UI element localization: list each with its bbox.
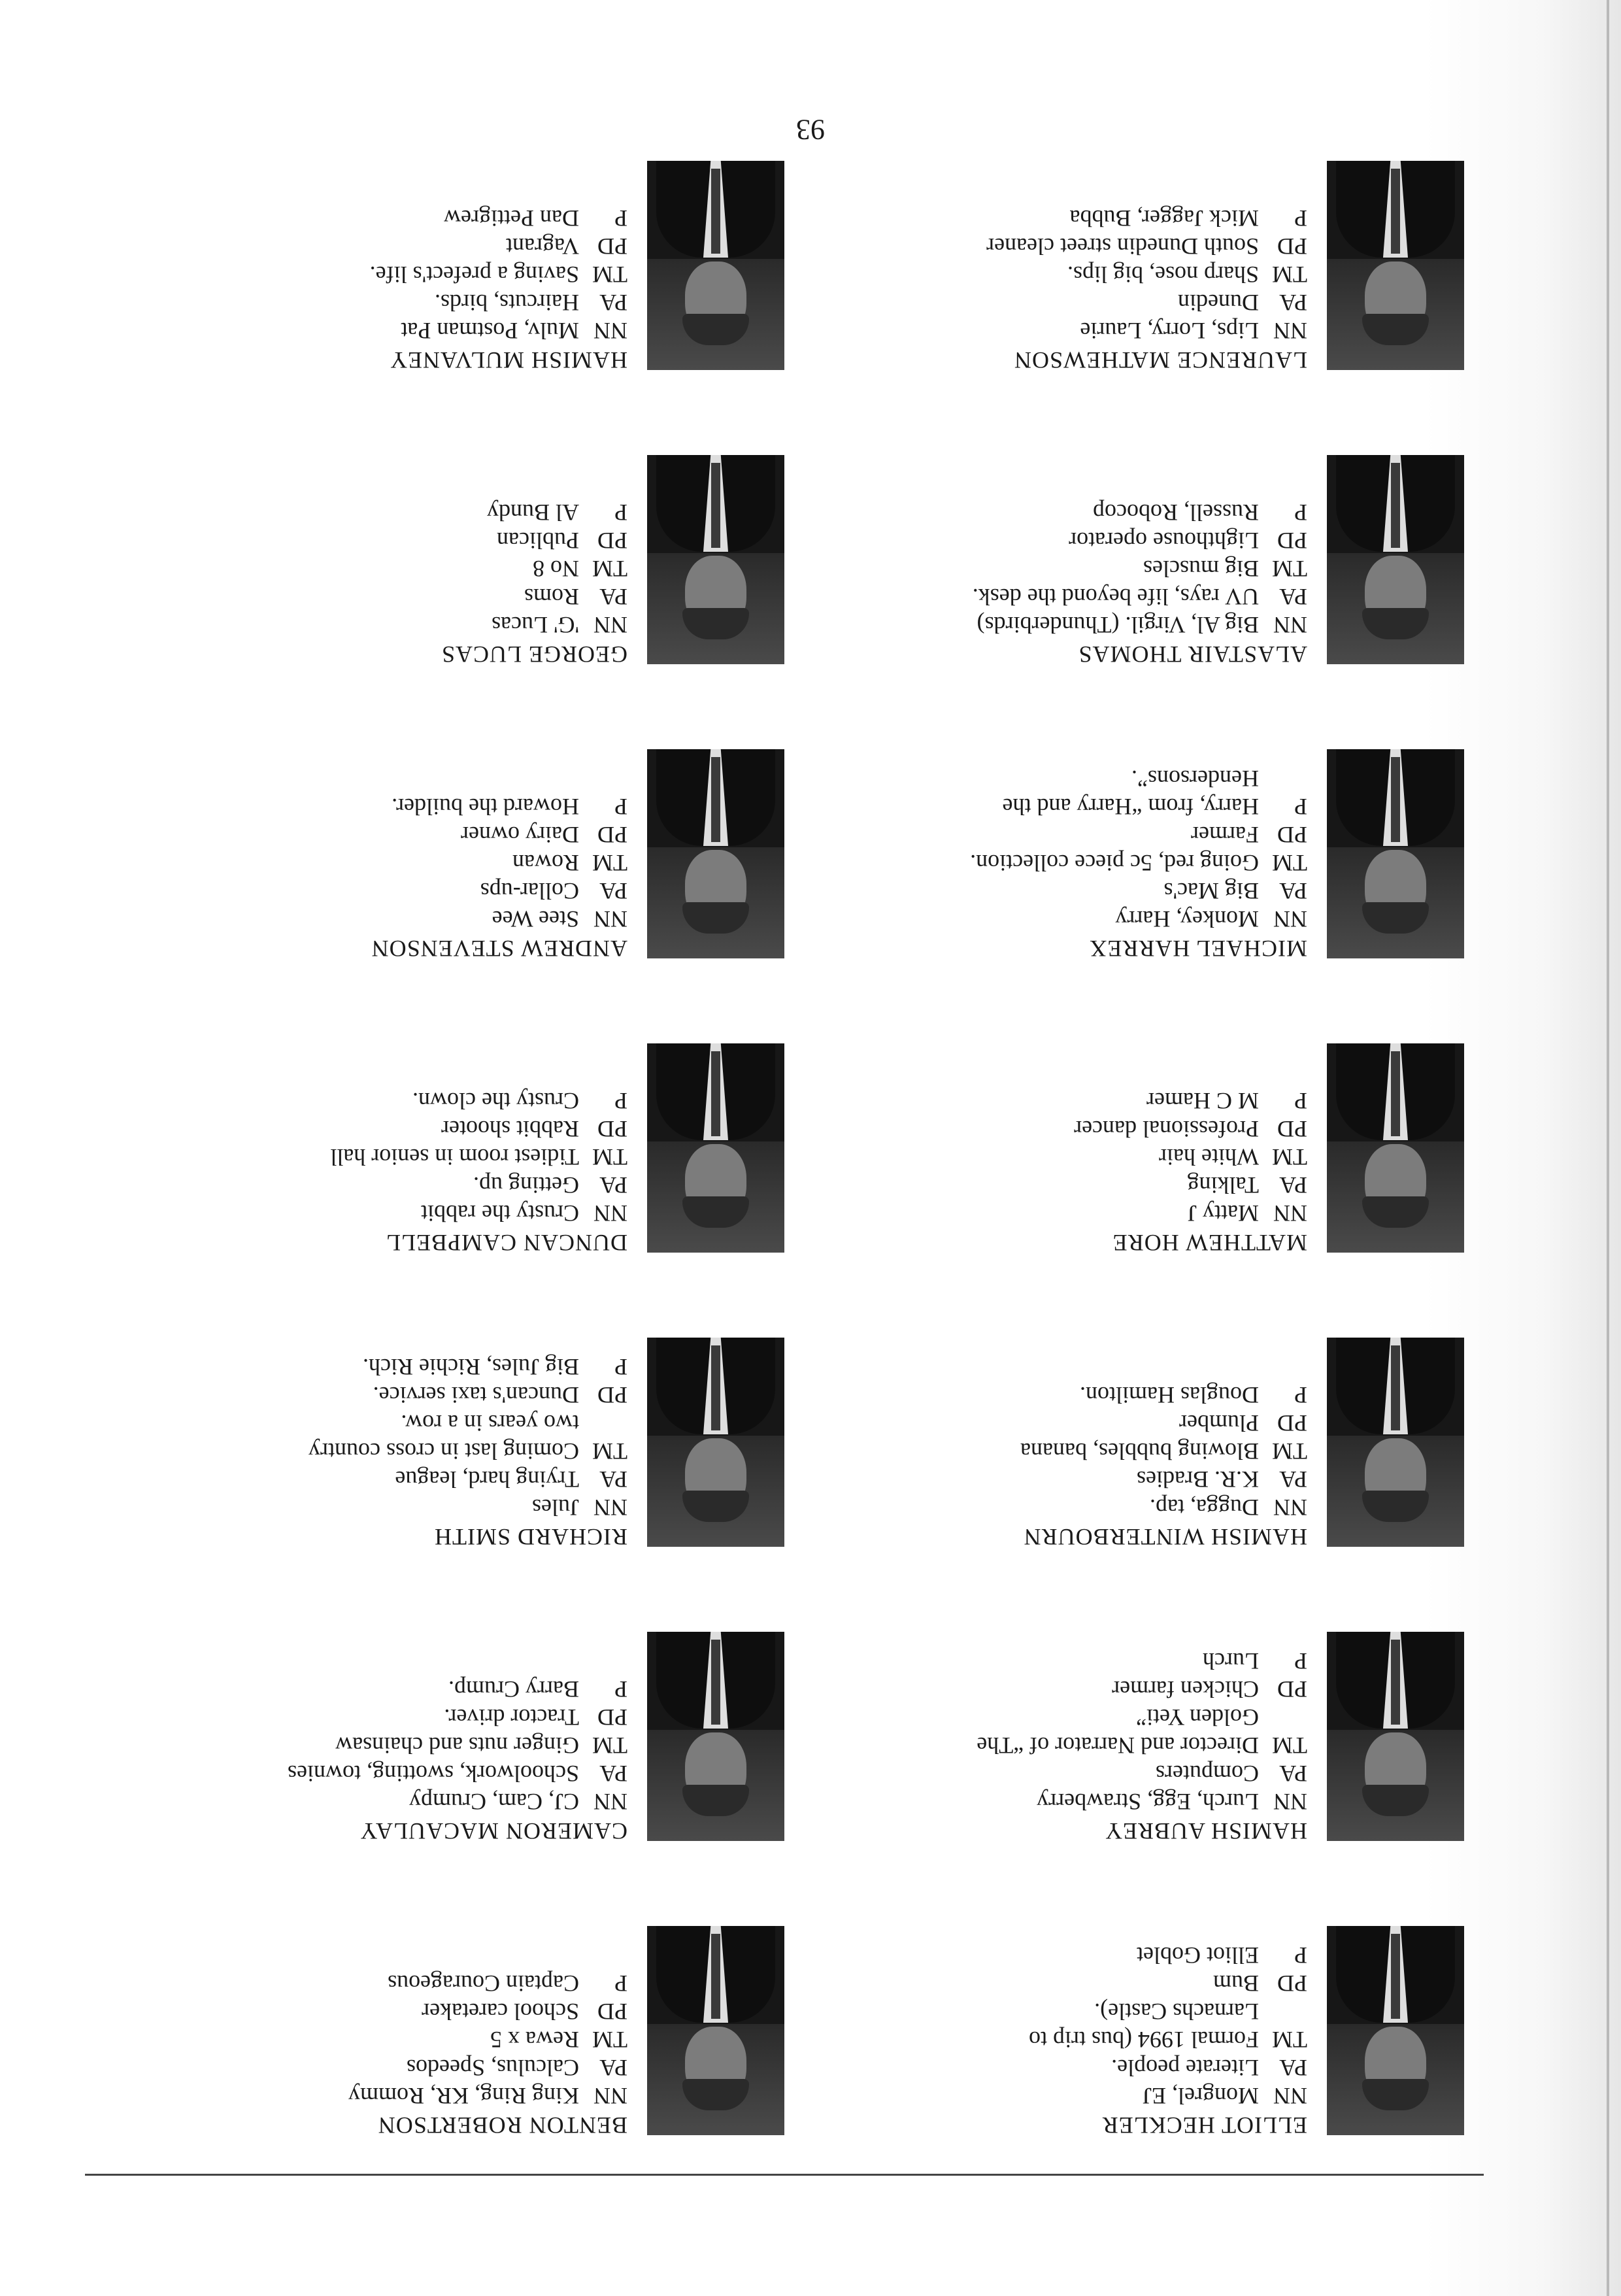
student-photo: [1327, 1043, 1464, 1253]
trademark-row: TM Rewa x 5: [490, 2027, 627, 2053]
student-name: ALASTAIR THOMAS: [1078, 641, 1307, 667]
student-name: HAMISH MULVANEY: [389, 347, 627, 373]
student-photo: [1327, 455, 1464, 664]
student-name: MICHAEL HARREX: [1089, 936, 1307, 962]
nickname-row: NN Stee Wee: [492, 906, 627, 932]
student-entry: [817, 394, 1471, 668]
student-entry: [817, 688, 1471, 962]
header-rule: [85, 2174, 1484, 2176]
student-details: [824, 1381, 1307, 1551]
personality-row: P Mick Jagger, Bubba: [1069, 205, 1307, 231]
student-entry: [137, 394, 791, 668]
student-name: ANDREW STEVENSON: [371, 936, 627, 962]
student-photo: [647, 749, 784, 958]
student-details: [824, 1647, 1307, 1845]
student-details: [144, 498, 627, 668]
student-name: ELLIOT HECKLER: [1101, 2112, 1307, 2138]
probable-destiny-row: PD Lighthouse operator: [1069, 528, 1307, 554]
student-details: [144, 1969, 627, 2139]
binding-edge: [1607, 0, 1609, 2296]
student-photo: [1327, 749, 1464, 958]
nickname-row: NN Lurch, Egg, Strawberry: [1037, 1789, 1307, 1815]
trademark-row: TM Blowing bubbles, banana: [1020, 1438, 1307, 1464]
pet-aversion-row: PA Roms: [524, 584, 627, 610]
student-entry: [817, 99, 1471, 374]
probable-destiny-row: PD Duncan's taxi service.: [373, 1382, 627, 1408]
pet-aversion-row: PA UV rays, life beyond the desk.: [972, 584, 1307, 610]
student-entry: [137, 1865, 791, 2139]
student-entry: [137, 1570, 791, 1845]
probable-destiny-row: PD Professional dancer: [1074, 1116, 1307, 1142]
student-entry: [817, 1865, 1471, 2139]
student-name: HAMISH AUBREY: [1104, 1818, 1307, 1844]
student-photo: [1327, 1338, 1464, 1547]
personality-row: P M C Hamer: [1146, 1088, 1307, 1114]
personality-row: P Big Jules, Richie Rich.: [363, 1354, 627, 1380]
probable-destiny-row: PD Bum: [1212, 1970, 1307, 1997]
student-entry: [817, 1276, 1471, 1551]
student-details: [144, 1087, 627, 1257]
student-entry: [817, 1570, 1471, 1845]
nickname-row: NN Mulv, Postman Pat: [401, 318, 627, 344]
nickname-row: NN Lips, Lorry, Laurie: [1080, 318, 1307, 344]
student-photo: [647, 455, 784, 664]
personality-row: P Al Bundy: [486, 499, 627, 526]
student-name: RICHARD SMITH: [433, 1524, 627, 1550]
personality-row: P Elliot Goblet: [1137, 1942, 1307, 1968]
student-name: BENTON ROBERTSON: [377, 2112, 627, 2138]
student-name: MATTHEW HORE: [1112, 1230, 1307, 1256]
pet-aversion-row: PA Literate people.: [1111, 2055, 1307, 2081]
personality-row: P Dan Pettigrew: [444, 205, 627, 231]
probable-destiny-row: PD Publican: [497, 528, 627, 554]
student-details: [144, 204, 627, 374]
student-photo: [647, 1043, 784, 1253]
personality-row: P Lurch: [1203, 1648, 1307, 1674]
student-photo: [647, 161, 784, 370]
trademark-row: TM Rowan: [512, 850, 627, 876]
student-details: [144, 1675, 627, 1845]
student-details: [824, 498, 1307, 668]
trademark-row: TM Sharp nose, big lips.: [1067, 262, 1307, 288]
student-photo: [647, 1338, 784, 1547]
student-details: [824, 1087, 1307, 1257]
student-entry: [817, 982, 1471, 1257]
pet-aversion-row: PA K.R. Bradies: [1137, 1466, 1307, 1493]
nickname-row: NN Crusty the rabbit: [421, 1200, 627, 1226]
pet-aversion-row: PA Dunedin: [1178, 290, 1307, 316]
pet-aversion-row: PA Talking: [1187, 1172, 1307, 1198]
student-photo: [647, 1632, 784, 1841]
trademark-row: TM Ginger nuts and chainsaw: [335, 1732, 627, 1759]
personality-row: P Harry, from “Harry and the Hendersons”.: [1002, 766, 1307, 820]
student-details: [824, 764, 1307, 962]
nickname-row: NN Matty J: [1187, 1200, 1307, 1226]
pet-aversion-row: PA Getting up.: [473, 1172, 627, 1198]
student-photo: [1327, 1926, 1464, 2135]
pet-aversion-row: PA Calculus, Speedos: [407, 2055, 627, 2081]
probable-destiny-row: PD School caretaker: [422, 1999, 627, 2025]
probable-destiny-row: PD Farmer: [1191, 822, 1307, 848]
pet-aversion-row: PA Schoolwork, swotting, townies: [288, 1761, 627, 1787]
personality-row: P Russell, Robocop: [1092, 499, 1307, 526]
student-entry: [137, 1276, 791, 1551]
student-details: [824, 204, 1307, 374]
trademark-row: TM Formal 1994 (bus trip to Larnachs Castle).: [1029, 1999, 1307, 2053]
page-number: 93: [796, 114, 825, 146]
personality-row: P Captain Courageous: [388, 1970, 627, 1997]
student-details: [144, 792, 627, 962]
trademark-row: TM Saving a prefect's life.: [369, 262, 627, 288]
pet-aversion-row: PA Trying hard, league: [395, 1466, 627, 1493]
student-entry: [137, 99, 791, 374]
student-name: DUNCAN CAMPBELL: [385, 1230, 627, 1256]
nickname-row: NN CJ, Cam, Crumpy: [409, 1789, 627, 1815]
trademark-row: TM Going red, 5c piece collection.: [970, 850, 1307, 876]
student-name: HAMISH WINTERBOURN: [1023, 1524, 1307, 1550]
pet-aversion-row: PA Haircuts, birds.: [435, 290, 627, 316]
student-photo: [1327, 161, 1464, 370]
trademark-row: TM White hair: [1159, 1144, 1307, 1170]
nickname-row: NN Dugga, tap.: [1150, 1494, 1307, 1521]
probable-destiny-row: PD South Dunedin street cleaner: [986, 233, 1307, 260]
personality-row: P Douglas Hamilton.: [1080, 1382, 1307, 1408]
trademark-row: TM Tidiest room in senior hall: [330, 1144, 627, 1170]
trademark-row: TM Director and Narrator of “The Golden Yeti”: [977, 1704, 1307, 1759]
student-name: LAURENCE MATHEWSON: [1014, 347, 1307, 373]
student-photo: [647, 1926, 784, 2135]
nickname-row: NN Monkey, Harry: [1115, 906, 1307, 932]
pet-aversion-row: PA Big Mac's: [1163, 878, 1307, 904]
probable-destiny-row: PD Plumber: [1179, 1410, 1307, 1436]
pet-aversion-row: PA Computers: [1156, 1761, 1307, 1787]
student-name: CAMERON MACAULAY: [359, 1818, 627, 1844]
pet-aversion-row: PA Collar-ups: [480, 878, 627, 904]
nickname-row: NN King Ring, KR, Rommy: [348, 2083, 627, 2109]
student-details: [824, 1941, 1307, 2139]
probable-destiny-row: PD Tractor driver.: [444, 1704, 627, 1730]
nickname-row: NN Jules: [532, 1494, 627, 1521]
student-entry: [137, 982, 791, 1257]
nickname-row: NN Big Al, Virgil. (Thunderbirds): [977, 612, 1307, 638]
probable-destiny-row: PD Rabbit shooter: [441, 1116, 627, 1142]
trademark-row: TM Big muscles: [1143, 556, 1307, 582]
probable-destiny-row: PD Vagrant: [506, 233, 627, 260]
personality-row: P Howard the builder.: [392, 794, 627, 820]
trademark-row: TM Coming last in cross country two years in a row.: [309, 1410, 627, 1464]
nickname-row: NN 'G' Lucas: [492, 612, 627, 638]
nickname-row: NN Mongrel, EJ: [1143, 2083, 1307, 2109]
trademark-row: TM No 8: [533, 556, 627, 582]
student-entry: [137, 688, 791, 962]
probable-destiny-row: PD Chicken farmer: [1112, 1676, 1307, 1702]
student-name: GEORGE LUCAS: [441, 641, 627, 667]
student-details: [144, 1353, 627, 1551]
personality-row: P Barry Crump.: [448, 1676, 627, 1702]
student-photo: [1327, 1632, 1464, 1841]
personality-row: P Crusty the clown.: [412, 1088, 627, 1114]
probable-destiny-row: PD Dairy owner: [461, 822, 627, 848]
